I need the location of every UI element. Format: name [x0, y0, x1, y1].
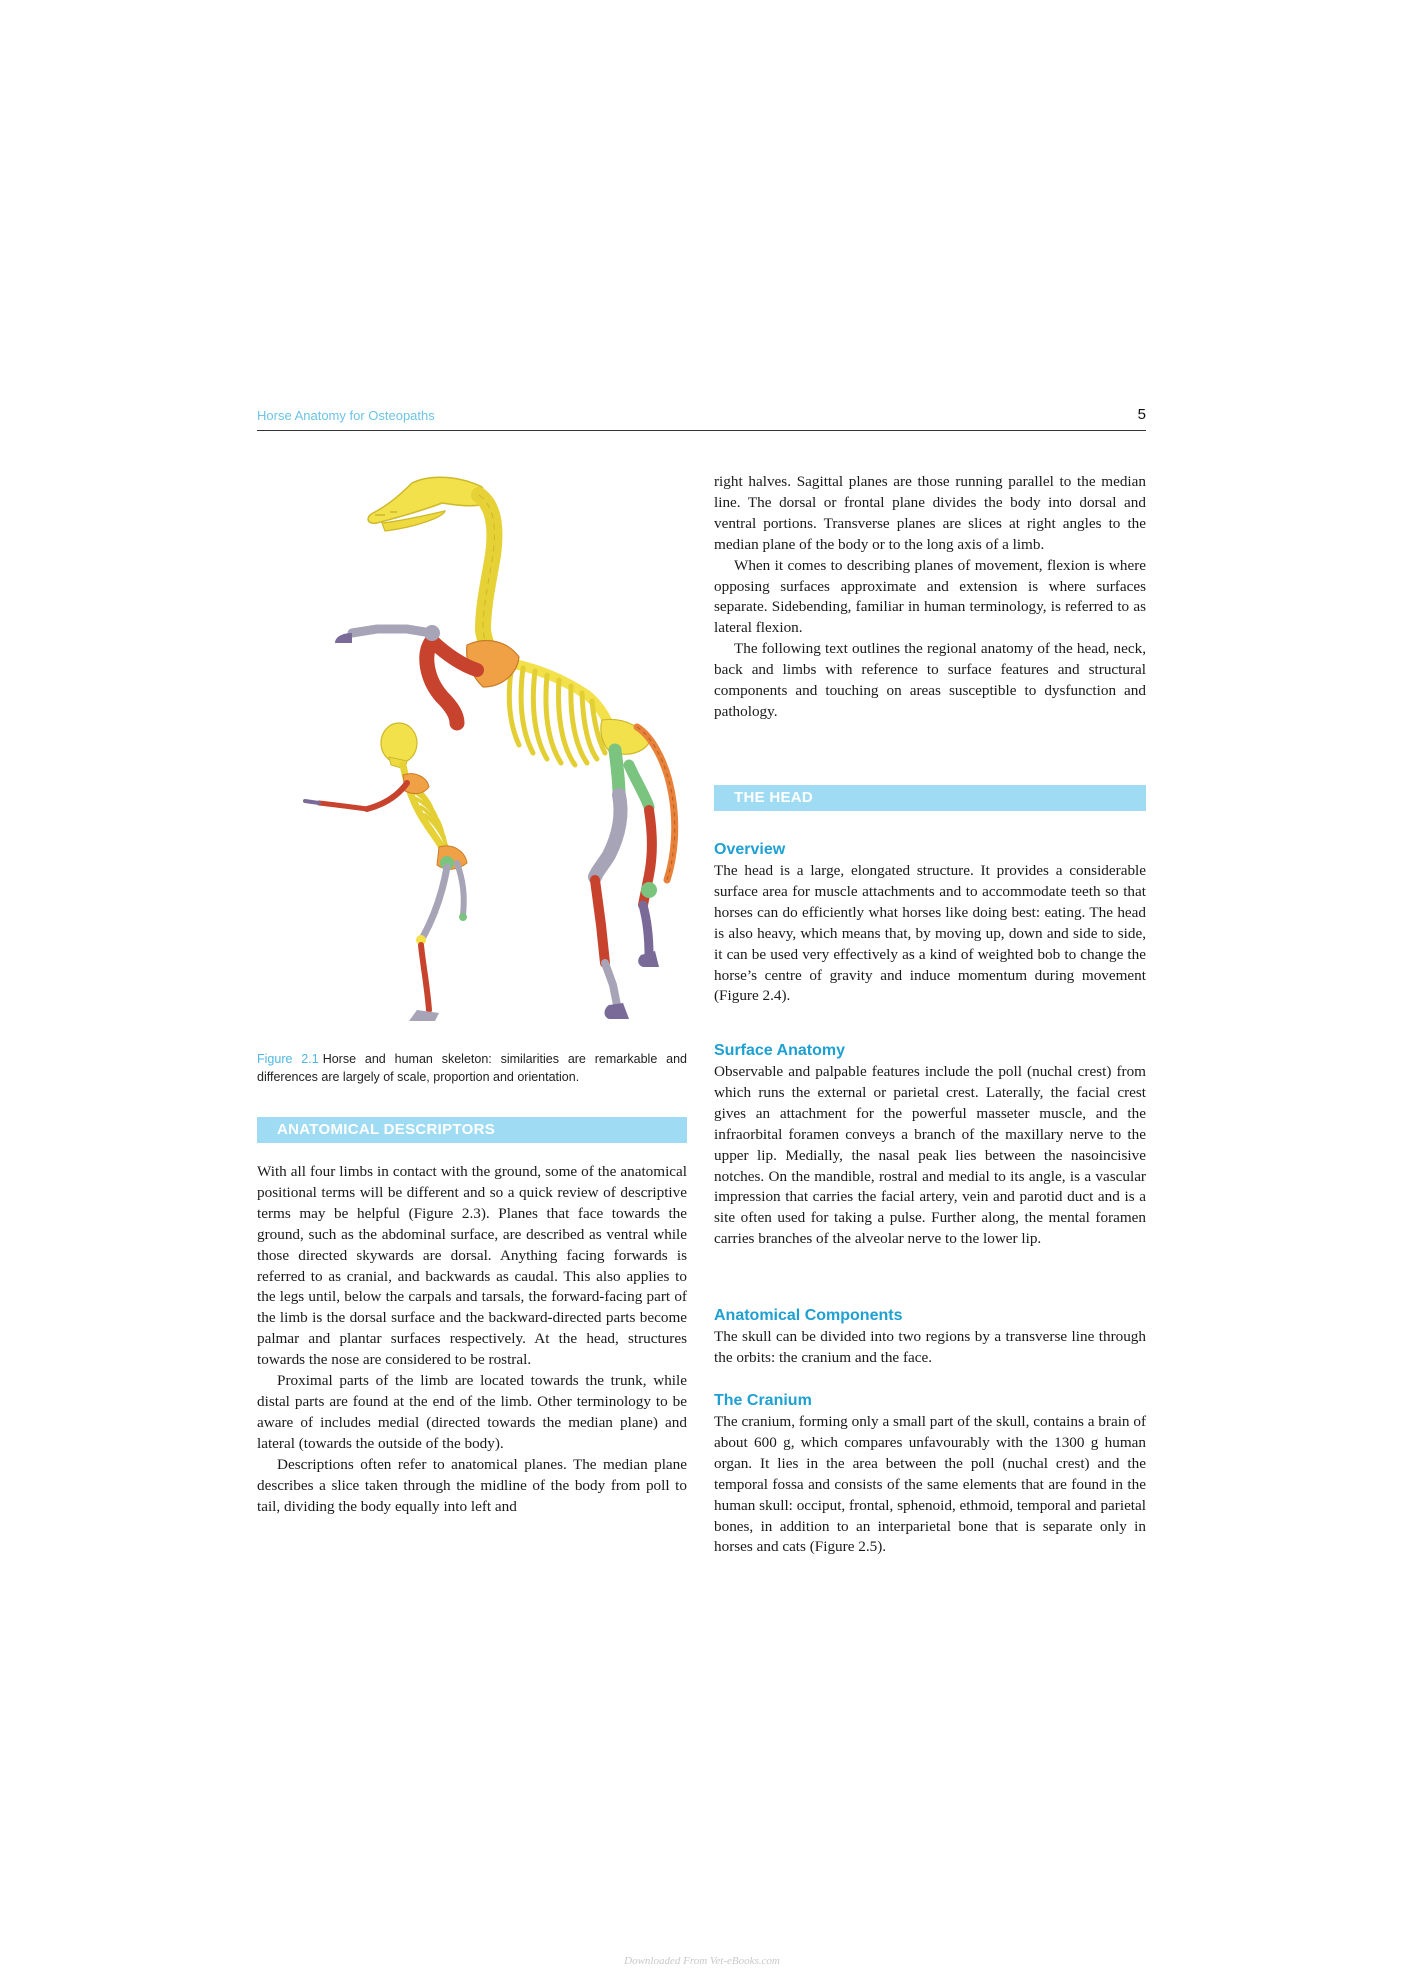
subsection-anatomical-components: [714, 1306, 1146, 1369]
subsection-the-cranium: [714, 1391, 1146, 1558]
subsection-heading: The Cranium: [714, 1392, 812, 1409]
figure-label: Figure 2.1: [257, 1052, 319, 1066]
paragraph: Observable and palpable features include the poll (nuchal crest) from which runs the external or parietal crest. Laterally, the facial crest gives an attachment for the powerful masseter muscle, and the infraorbital foramen conveys a branch of the maxillary nerve to the upper lip. Medially, the nasal peak lies between the nasoincisive notches. On the mandible, rostral and medial to its angle, is a vascular impression that carries the facial artery, vein and parotid duct and is a site often used for taking a pulse. Further along, the mental foramen carries branches of the alveolar nerve to the lower lip.: [714, 1063, 1146, 1248]
paragraph: The following text outlines the regional anatomy of the head, neck, back and limbs with reference to surface features and structural components and touching on areas susceptible to dysfunction and pathology.: [714, 640, 1146, 720]
paragraph: Proximal parts of the limb are located towards the trunk, while distal parts are found at the end of the limb. Other terminology to be aware of includes medial (directed towards the median plane) and lateral (towards the outside of the body).: [257, 1372, 687, 1452]
running-title: Horse Anatomy for Osteopaths: [257, 408, 435, 423]
section-title-the-head: THE HEAD: [714, 785, 1146, 811]
subsection-surface-anatomy: [714, 1041, 1146, 1250]
skeleton-figure: [257, 465, 687, 1040]
footer-watermark: Downloaded From Vet-eBooks.com: [624, 1955, 780, 1967]
paragraph: With all four limbs in contact with the ground, some of the anatomical positional terms will be different and so a quick review of descriptive terms may be helpful (Figure 2.3). Planes that face towards the ground, such as the abdominal surface, are described as ventral while those directed skywards are dorsal. Anything facing forwards is referred to as cranial, and backwards as caudal. This also applies to the legs until, below the carpals and tarsals, the forward-facing part of the limb is the dorsal surface and the backward-directed parts become palmar and plantar surfaces respectively. At the head, structures towards the nose are considered to be rostral.: [257, 1163, 687, 1369]
paragraph: The skull can be divided into two regions by a transverse line through the orbits: the cranium and the face.: [714, 1328, 1146, 1366]
running-head: [257, 408, 1146, 431]
subsection-overview: [714, 840, 1146, 1007]
horse-human-skeleton-illustration: [257, 465, 687, 1040]
paragraph: The head is a large, elongated structure. It provides a considerable surface area for muscle attachments and to accommodate teeth so that horses can do efficiently what horses like doing best: eating. The head is also heavy, which means that, by moving up, down and side to side, it can be used very effectively as a kind of weighted bob to change the horse’s centre of gravity and induce momentum during movement (Figure 2.4).: [714, 862, 1146, 1005]
right-column-continuation: [714, 472, 1146, 723]
page-number: 5: [1137, 406, 1146, 423]
subsection-heading: Surface Anatomy: [714, 1042, 845, 1059]
paragraph: right halves. Sagittal planes are those running parallel to the median line. The dorsal or frontal plane divides the body into dorsal and ventral portions. Transverse planes are slices at right angles to the median plane of the body or to the long axis of a limb.: [714, 473, 1146, 553]
paragraph: The cranium, forming only a small part of the skull, contains a brain of about 600 g, which compares unfavourably with the 1300 g human organ. It lies in the area between the poll (nuchal crest) and the temporal fossa and consists of the same elements that are found in the human skull: occiput, frontal, sphenoid, ethmoid, temporal and parietal bones, in addition to an interparietal bone that is separate only in horses and cats (Figure 2.5).: [714, 1413, 1146, 1556]
left-column-text: [257, 1162, 687, 1517]
paragraph: Descriptions often refer to anatomical planes. The median plane describes a slice taken through the midline of the body from poll to tail, dividing the body equally into left and: [257, 1455, 687, 1515]
paragraph: When it comes to describing planes of movement, flexion is where opposing surfaces approximate and extension is where surfaces separate. Sidebending, familiar in human terminology, is referred to as lateral flexion.: [714, 556, 1146, 637]
section-title-anatomical-descriptors: ANATOMICAL DESCRIPTORS: [257, 1117, 687, 1143]
figure-caption: [257, 1050, 687, 1086]
subsection-heading: Overview: [714, 841, 786, 858]
subsection-heading: Anatomical Components: [714, 1307, 903, 1324]
figure-caption-text: Horse and human skeleton: similarities are remarkable and differences are largely of scale, proportion and orientation.: [257, 1052, 688, 1084]
